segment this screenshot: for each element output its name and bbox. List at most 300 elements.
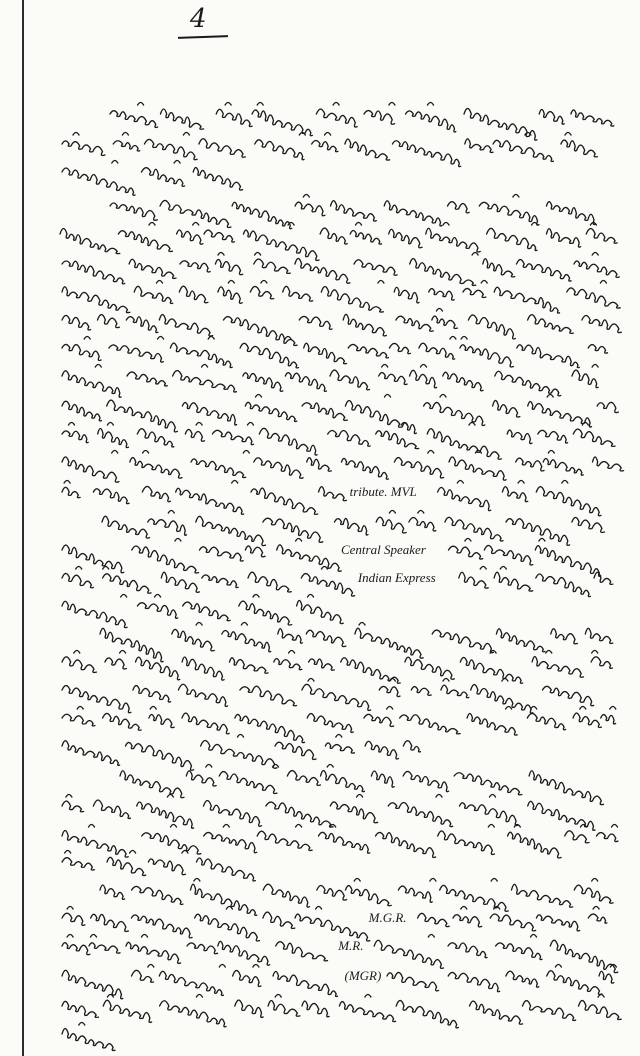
- diacritic-stroke: [148, 965, 154, 968]
- diacritic-stroke: [333, 103, 339, 106]
- handwritten-word: [389, 229, 422, 248]
- handwritten-line: [62, 567, 613, 597]
- handwritten-word: [134, 286, 173, 303]
- handwritten-word: [196, 516, 266, 545]
- diacritic-stroke: [308, 595, 314, 598]
- handwritten-word: [551, 629, 577, 644]
- handwritten-line: [62, 309, 621, 346]
- diacritic-stroke: [296, 825, 302, 828]
- handwritten-word: [255, 140, 304, 160]
- handwritten-word: [438, 488, 491, 511]
- handwritten-word: [536, 574, 591, 597]
- diacritic-stroke: [469, 423, 475, 426]
- diacritic-stroke: [206, 765, 212, 768]
- diacritic-stroke: [539, 539, 545, 542]
- diacritic-stroke: [428, 103, 434, 106]
- handwritten-word: [218, 287, 242, 303]
- diacritic-stroke: [500, 567, 506, 570]
- handwritten-word: [379, 373, 407, 385]
- handwritten-word: [212, 430, 253, 444]
- diacritic-stroke: [208, 337, 214, 340]
- handwritten-word: [299, 316, 332, 329]
- diacritic-stroke: [327, 765, 333, 768]
- diacritic-stroke: [193, 223, 199, 226]
- handwritten-word: [411, 687, 431, 696]
- handwritten-word: [512, 884, 573, 907]
- diacritic-stroke: [120, 651, 126, 654]
- handwritten-word: [144, 139, 197, 159]
- handwritten-word: [302, 1001, 329, 1017]
- handwritten-word: [244, 230, 320, 260]
- handwritten-word: [460, 657, 522, 683]
- handwritten-word: [448, 943, 487, 958]
- handwritten-word: [275, 742, 316, 759]
- handwritten-word: [550, 940, 617, 972]
- diacritic-stroke: [256, 395, 262, 398]
- diacritic-stroke: [336, 735, 342, 738]
- handwritten-word: [355, 628, 423, 658]
- handwritten-word: [438, 831, 495, 855]
- handwritten-word: [471, 685, 533, 714]
- handwritten-word: [579, 1000, 622, 1019]
- handwritten-word: [250, 286, 273, 298]
- handwritten-word: [142, 833, 201, 854]
- handwritten-word: [62, 315, 91, 330]
- handwritten-word: [588, 345, 607, 354]
- handwritten-word: [132, 546, 199, 573]
- handwritten-word: [62, 573, 93, 587]
- handwritten-word: [599, 971, 614, 983]
- handwritten-word: [62, 261, 125, 284]
- handwritten-word: [103, 1000, 151, 1022]
- diacritic-stroke: [122, 133, 128, 136]
- handwritten-word: [62, 431, 88, 443]
- latin-fragment: Central Speaker: [340, 542, 426, 557]
- handwritten-word: [365, 741, 398, 759]
- handwritten-word: [257, 831, 312, 850]
- handwritten-word: [567, 288, 620, 308]
- handwritten-word: [304, 343, 347, 364]
- handwritten-word: [62, 287, 130, 313]
- handwritten-word: [93, 800, 130, 818]
- diacritic-stroke: [143, 451, 149, 454]
- diacritic-stroke: [202, 365, 208, 368]
- handwritten-word: [441, 685, 469, 698]
- handwritten-word: [307, 714, 353, 733]
- handwritten-word: [126, 742, 194, 770]
- handwritten-word: [427, 429, 501, 460]
- handwritten-word: [295, 202, 325, 216]
- handwritten-word: [202, 575, 238, 588]
- handwritten-word: [161, 572, 199, 592]
- handwritten-word: [448, 972, 500, 991]
- latin-fragment: M.G.R.: [368, 910, 407, 925]
- handwritten-word: [536, 915, 579, 931]
- diacritic-stroke: [443, 679, 449, 682]
- handwritten-word: [371, 771, 394, 787]
- handwritten-word: [494, 572, 533, 591]
- handwritten-word: [191, 884, 257, 915]
- handwritten-word: [235, 1000, 263, 1017]
- diacritic-stroke: [562, 481, 568, 484]
- handwritten-word: [591, 657, 612, 668]
- handwritten-word: [582, 316, 621, 333]
- handwritten-word: [528, 315, 574, 334]
- handwritten-word: [62, 970, 123, 999]
- diacritic-stroke: [565, 133, 571, 136]
- diacritic-stroke: [580, 707, 586, 710]
- handwritten-word: [330, 802, 377, 823]
- diacritic-stroke: [303, 195, 309, 198]
- latin-fragment: tribute. MVL: [349, 484, 417, 499]
- handwritten-word: [516, 458, 544, 471]
- diacritic-stroke: [155, 595, 161, 598]
- diacritic-stroke: [582, 423, 588, 426]
- handwritten-word: [506, 519, 570, 546]
- handwritten-word: [62, 801, 84, 812]
- handwritten-word: [149, 715, 174, 728]
- handwritten-word: [429, 289, 454, 301]
- handwritten-line: [62, 965, 616, 999]
- handwritten-word: [394, 287, 419, 303]
- diacritic-stroke: [285, 337, 291, 340]
- handwritten-word: [248, 572, 291, 592]
- handwritten-word: [532, 657, 583, 678]
- handwritten-word: [547, 229, 581, 248]
- handwritten-word: [523, 1001, 576, 1021]
- handwritten-word: [102, 516, 149, 538]
- handwritten-word: [60, 229, 120, 254]
- handwritten-word: [464, 108, 537, 140]
- diacritic-stroke: [219, 965, 225, 968]
- handwritten-word: [306, 630, 345, 646]
- handwritten-word: [379, 686, 400, 696]
- handwritten-word: [245, 546, 265, 557]
- handwritten-word: [445, 517, 503, 541]
- handwritten-word: [389, 343, 410, 353]
- diacritic-stroke: [196, 423, 202, 426]
- handwritten-word: [384, 201, 442, 226]
- diacritic-stroke: [430, 879, 436, 882]
- handwritten-word: [320, 228, 347, 244]
- handwritten-line: [60, 223, 617, 261]
- diacritic-stroke: [555, 965, 561, 968]
- handwritten-word: [285, 373, 326, 392]
- handwritten-line: [62, 995, 621, 1028]
- handwritten-word: [126, 317, 158, 333]
- handwritten-word: [410, 370, 437, 388]
- handwritten-word: [62, 1001, 98, 1017]
- handwritten-word: [62, 858, 94, 870]
- diacritic-stroke: [89, 825, 95, 828]
- handwritten-word: [100, 885, 125, 899]
- diacritic-stroke: [175, 539, 181, 542]
- diacritic-stroke: [69, 423, 75, 426]
- handwritten-word: [230, 658, 269, 673]
- handwritten-word: [588, 914, 607, 923]
- handwritten-word: [148, 859, 185, 875]
- handwritten-word: [137, 802, 194, 828]
- handwritten-word: [283, 286, 313, 301]
- handwritten-word: [528, 402, 592, 427]
- handwritten-word: [148, 519, 187, 535]
- handwritten-word: [376, 517, 406, 533]
- handwritten-line: [62, 253, 619, 286]
- handwritten-line: [62, 595, 343, 628]
- handwritten-word: [467, 714, 517, 736]
- handwritten-word: [263, 912, 295, 928]
- handwritten-line: [62, 907, 607, 942]
- handwritten-word: [493, 400, 520, 417]
- handwritten-word: [410, 259, 476, 286]
- handwritten-word: [453, 915, 482, 927]
- handwritten-word: [263, 884, 309, 907]
- diacritic-stroke: [238, 735, 244, 738]
- diacritic-stroke: [481, 281, 487, 284]
- handwritten-word: [62, 657, 96, 673]
- handwritten-word: [460, 345, 513, 367]
- handwritten-word: [376, 431, 419, 449]
- handwritten-word: [419, 343, 455, 359]
- handwritten-line: [62, 851, 255, 881]
- handwritten-word: [460, 803, 519, 826]
- handwritten-word: [93, 489, 129, 504]
- diacritic-stroke: [322, 567, 328, 570]
- diacritic-stroke: [150, 707, 156, 710]
- handwritten-word: [354, 260, 397, 276]
- diacritic-stroke: [107, 423, 113, 426]
- diacritic-stroke: [612, 825, 618, 828]
- handwritten-line: [62, 707, 616, 743]
- handwritten-word: [62, 457, 119, 482]
- diacritic-stroke: [389, 103, 395, 106]
- handwritten-word: [185, 429, 204, 441]
- handwritten-line: [62, 451, 624, 483]
- diacritic-stroke: [488, 825, 494, 828]
- handwritten-line: [62, 161, 243, 196]
- diacritic-stroke: [228, 281, 234, 284]
- handwritten-word: [251, 488, 318, 514]
- handwritten-word: [91, 914, 129, 931]
- diacritic-stroke: [356, 223, 362, 226]
- handwritten-line: [100, 623, 613, 662]
- diacritic-stroke: [365, 995, 371, 998]
- diacritic-stroke: [275, 995, 281, 998]
- diacritic-stroke: [67, 907, 73, 910]
- diacritic-stroke: [76, 567, 82, 570]
- handwritten-word: [496, 943, 542, 960]
- diacritic-stroke: [598, 995, 604, 998]
- handwritten-word: [240, 686, 297, 706]
- diacritic-stroke: [593, 907, 599, 910]
- latin-fragment: M.R.: [338, 938, 364, 953]
- handwritten-word: [252, 110, 312, 136]
- diacritic-stroke: [248, 423, 254, 426]
- diacritic-stroke: [518, 481, 524, 484]
- handwritten-word: [173, 371, 237, 392]
- handwritten-word: [216, 109, 252, 126]
- handwritten-word: [565, 831, 589, 843]
- handwritten-word: [394, 458, 443, 478]
- diacritic-stroke: [465, 539, 471, 542]
- handwritten-line: [62, 481, 601, 516]
- handwritten-word: [317, 886, 347, 901]
- handwritten-word: [179, 286, 208, 303]
- handwritten-word: [159, 315, 212, 336]
- handwritten-word: [319, 832, 370, 853]
- handwritten-word: [186, 771, 216, 786]
- diacritic-stroke: [112, 451, 118, 454]
- handwritten-word: [321, 771, 365, 792]
- handwritten-word: [508, 832, 561, 858]
- handwritten-word: [432, 316, 458, 328]
- handwritten-word: [547, 971, 602, 995]
- handwritten-word: [409, 518, 436, 531]
- diacritic-stroke: [513, 195, 519, 198]
- handwritten-word: [400, 715, 460, 734]
- handwritten-word: [319, 487, 347, 501]
- handwritten-word: [388, 803, 452, 827]
- handwritten-word: [374, 940, 443, 968]
- diacritic-stroke: [257, 103, 263, 106]
- handwritten-word: [302, 403, 347, 421]
- diacritic-stroke: [261, 281, 267, 284]
- handwritten-word: [129, 259, 176, 278]
- handwritten-word: [62, 943, 90, 955]
- handwritten-word: [585, 628, 613, 643]
- handwritten-word: [100, 628, 163, 662]
- handwritten-word: [418, 913, 450, 926]
- handwritten-word: [328, 431, 370, 447]
- diacritic-stroke: [491, 879, 497, 882]
- diacritic-stroke: [357, 795, 363, 798]
- handwritten-word: [136, 657, 180, 680]
- handwritten-word: [62, 141, 105, 156]
- diacritic-stroke: [225, 103, 231, 106]
- handwritten-word: [396, 316, 433, 331]
- handwritten-word: [403, 771, 449, 791]
- handwritten-line: [62, 365, 598, 398]
- handwritten-word: [62, 168, 135, 195]
- handwritten-word: [546, 202, 595, 225]
- handwritten-word: [107, 400, 178, 432]
- handwritten-word: [543, 686, 594, 706]
- handwritten-word: [443, 372, 483, 391]
- handwritten-word: [233, 970, 261, 986]
- handwritten-word: [376, 832, 436, 857]
- handwritten-word: [483, 259, 515, 277]
- diacritic-stroke: [316, 907, 322, 910]
- diacritic-stroke: [531, 935, 537, 938]
- diacritic-stroke: [158, 337, 164, 340]
- handwritten-word: [321, 287, 383, 313]
- diacritic-stroke: [174, 161, 180, 164]
- handwritten-line: [62, 133, 597, 167]
- diacritic-stroke: [74, 651, 80, 654]
- diacritic-stroke: [84, 337, 90, 340]
- handwritten-word: [235, 714, 305, 742]
- handwritten-word: [254, 458, 303, 478]
- handwritten-word: [245, 402, 296, 421]
- handwritten-word: [364, 111, 395, 125]
- diacritic-stroke: [223, 825, 229, 828]
- diacritic-stroke: [149, 223, 155, 226]
- handwritten-word: [364, 714, 394, 726]
- handwritten-word: [350, 231, 381, 245]
- handwritten-word: [406, 111, 456, 132]
- handwritten-word: [331, 201, 377, 221]
- handwritten-word: [301, 574, 354, 596]
- handwritten-word: [62, 741, 120, 766]
- diacritic-stroke: [592, 651, 598, 654]
- handwritten-word: [62, 601, 127, 627]
- handwritten-word: [495, 371, 561, 396]
- handwritten-word: [424, 402, 485, 425]
- handwritten-word: [195, 914, 260, 941]
- diacritic-stroke: [610, 707, 616, 710]
- handwritten-word: [243, 373, 283, 391]
- handwritten-word: [183, 602, 231, 621]
- handwritten-word: [239, 601, 292, 625]
- handwritten-word: [62, 1029, 115, 1051]
- handwritten-word: [403, 741, 420, 752]
- diacritic-stroke: [255, 253, 261, 256]
- handwritten-word: [182, 657, 224, 680]
- handwritten-word: [573, 429, 615, 446]
- diacritic-stroke: [440, 395, 446, 398]
- latin-fragment: Indian Express: [357, 570, 436, 585]
- handwritten-word: [468, 315, 515, 339]
- handwritten-word: [277, 545, 342, 571]
- diacritic-stroke: [378, 281, 384, 284]
- diacritic-stroke: [592, 365, 598, 368]
- handwritten-word: [132, 970, 154, 982]
- handwritten-word: [405, 657, 454, 679]
- handwritten-word: [62, 344, 101, 360]
- handwritten-word: [396, 1000, 458, 1027]
- diacritic-stroke: [296, 539, 302, 542]
- handwritten-word: [345, 401, 416, 434]
- diacritic-stroke: [182, 851, 188, 854]
- handwritten-word: [142, 168, 185, 187]
- diacritic-stroke: [253, 595, 259, 598]
- handwritten-word: [254, 259, 290, 273]
- diacritic-stroke: [79, 1023, 85, 1026]
- handwritten-word: [484, 545, 532, 565]
- diacritic-stroke: [196, 623, 202, 626]
- handwritten-word: [62, 487, 80, 497]
- handwritten-word: [62, 371, 121, 398]
- latin-fragment: (MGR): [344, 968, 382, 983]
- handwritten-word: [161, 109, 204, 129]
- handwritten-word: [597, 833, 618, 842]
- handwritten-line: [62, 679, 594, 714]
- diacritic-stroke: [525, 133, 531, 136]
- handwritten-word: [573, 713, 601, 727]
- diacritic-stroke: [581, 825, 587, 828]
- handwritten-word: [295, 258, 350, 283]
- handwritten-word: [273, 972, 337, 997]
- handwritten-word: [107, 857, 146, 875]
- handwritten-word: [287, 771, 320, 786]
- handwritten-word: [191, 459, 246, 478]
- diacritic-stroke: [547, 395, 553, 398]
- diacritic-stroke: [65, 851, 71, 854]
- diacritic-stroke: [359, 623, 365, 626]
- handwritten-word: [335, 518, 369, 535]
- diacritic-stroke: [241, 623, 247, 626]
- handwritten-word: [160, 200, 231, 227]
